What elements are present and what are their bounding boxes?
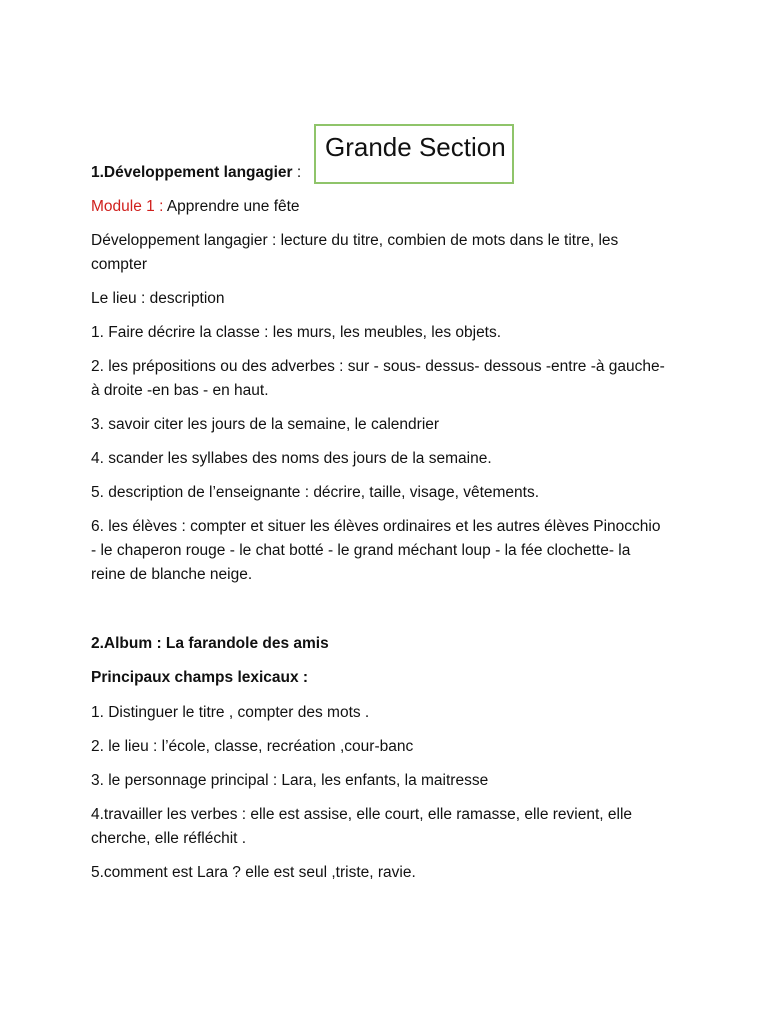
paragraph-line: Développement langagier : lecture du titre, combien de mots dans le titre, les	[91, 232, 619, 249]
paragraph-line: compter	[91, 256, 147, 273]
module-line	[91, 195, 691, 219]
page-title: Grande Section	[325, 132, 506, 162]
paragraph-line: 6. les élèves : compter et situer les élèves ordinaires et les autres élèves Pinocchio	[91, 518, 661, 535]
paragraph-line: 1. Faire décrire la classe : les murs, les meubles, les objets.	[91, 324, 502, 341]
paragraph-line: - le chaperon rouge - le chat botté - le grand méchant loup - la fée clochette- la	[91, 542, 631, 559]
section1-heading-line	[91, 161, 691, 185]
paragraph-line: 2. le lieu : l’école, classe, recréation ,cour-banc	[91, 738, 414, 755]
paragraph-line: 5. description de l’enseignante : décrire, taille, visage, vêtements.	[91, 484, 540, 501]
section1-heading: 1.Développement langagier	[91, 164, 293, 181]
paragraph-line: 1. Distinguer le titre , compter des mots .	[91, 704, 370, 721]
paragraph-line: 4. scander les syllabes des noms des jours de la semaine.	[91, 450, 492, 467]
paragraph-line: cherche, elle réfléchit .	[91, 830, 247, 847]
paragraph-line: 2. les prépositions ou des adverbes : sur - sous- dessus- dessous -entre -à gauche-	[91, 358, 665, 375]
paragraph-line: à droite -en bas - en haut.	[91, 382, 269, 399]
module-label: Module 1 :	[91, 198, 164, 215]
paragraph-line: 4.travailler les verbes : elle est assise, elle court, elle ramasse, elle revient, elle	[91, 806, 633, 823]
section2-subheading: Principaux champs lexicaux :	[91, 669, 309, 686]
paragraph-line: 3. savoir citer les jours de la semaine, le calendrier	[91, 416, 440, 433]
paragraph-line: reine de blanche neige.	[91, 566, 253, 583]
section1-heading-suffix: :	[292, 164, 302, 181]
paragraph-line: 3. le personnage principal : Lara, les enfants, la maitresse	[91, 772, 489, 789]
paragraph-line: Le lieu : description	[91, 290, 225, 307]
section2-heading: 2.Album : La farandole des amis	[91, 635, 329, 652]
paragraph-line: 5.comment est Lara ? elle est seul ,triste, ravie.	[91, 864, 416, 881]
module-text: Apprendre une fête	[163, 198, 300, 215]
